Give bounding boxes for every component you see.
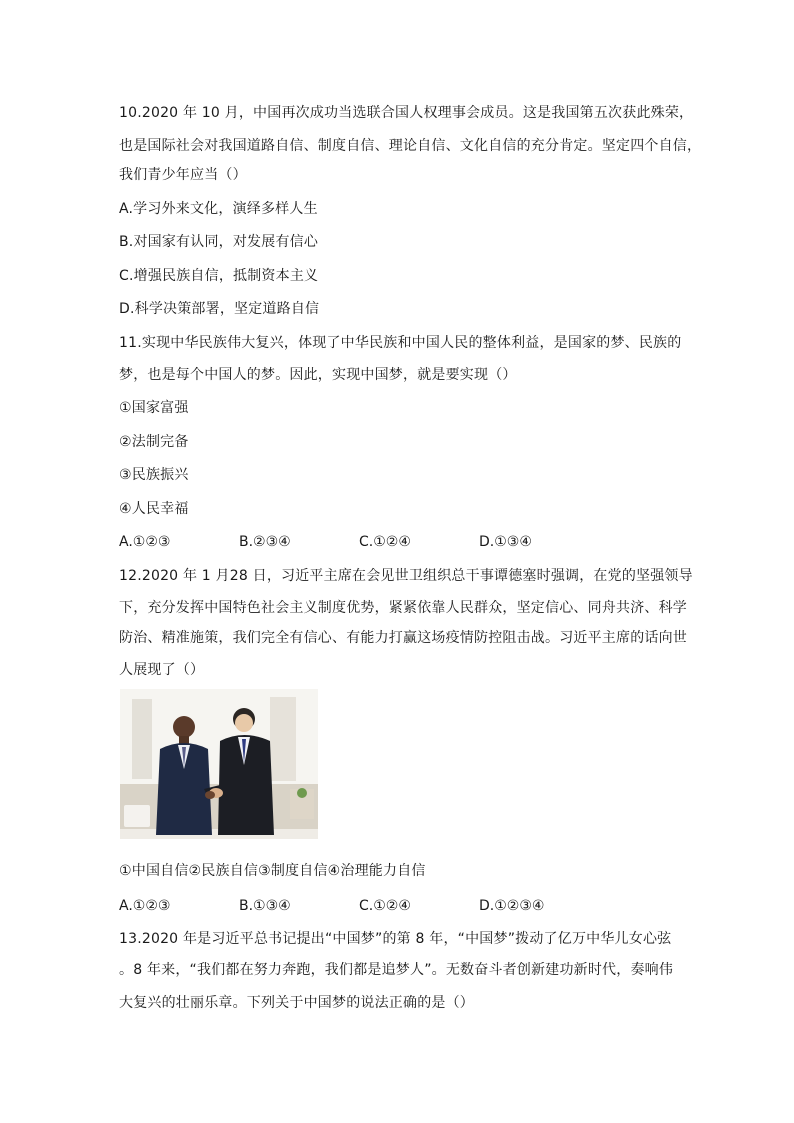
- q12-choice-d: D.①②③④: [479, 898, 545, 914]
- q12-choice-b: B.①③④: [239, 898, 291, 914]
- handshake-photo: [120, 689, 318, 839]
- q11-stem-line-2: 梦，也是每个中国人的梦。因此，实现中国梦，就是要实现（）: [119, 367, 517, 383]
- q11-stem-line-1: 11.实现中华民族伟大复兴，体现了中华民族和中国人民的整体利益，是国家的梦、民族的: [119, 335, 682, 351]
- q11-item-3: ③民族振兴: [119, 467, 189, 483]
- q13-stem-line-2: 。8 年来，“我们都在努力奔跑，我们都是追梦人”。无数奋斗者创新建功新时代，奏响伟: [119, 962, 674, 978]
- q11-item-2: ②法制完备: [119, 434, 189, 450]
- q10-option-a: A.学习外来文化，演绎多样人生: [119, 201, 318, 217]
- q12-stem-line-4: 人展现了（）: [119, 662, 205, 678]
- q10-option-c: C.增强民族自信，抵制资本主义: [119, 268, 319, 284]
- handshake-illustration: [120, 689, 318, 839]
- q12-choice-a: A.①②③: [119, 898, 171, 914]
- q10-stem-line-1: 10.2020 年 10 月，中国再次成功当选联合国人权理事会成员。这是我国第五次获此殊荣，: [119, 105, 694, 121]
- q11-choice-c: C.①②④: [359, 534, 411, 550]
- q12-choice-c: C.①②④: [359, 898, 411, 914]
- q13-stem-line-1: 13.2020 年是习近平总书记提出“中国梦”的第 8 年，“中国梦”拨动了亿万中华儿女心弦: [119, 931, 672, 947]
- q12-statement: ①中国自信②民族自信③制度自信④治理能力自信: [119, 863, 426, 879]
- q10-option-b: B.对国家有认同，对发展有信心: [119, 234, 319, 250]
- q10-stem-line-3: 我们青少年应当（）: [119, 167, 247, 183]
- q11-choice-d: D.①③④: [479, 534, 532, 550]
- q12-stem-line-1: 12.2020 年 1 月28 日，习近平主席在会见世卫组织总干事谭德塞时强调，在党的坚强领导: [119, 568, 693, 584]
- q10-stem-line-2: 也是国际社会对我国道路自信、制度自信、理论自信、文化自信的充分肯定。坚定四个自信，: [119, 138, 702, 154]
- q11-choice-a: A.①②③: [119, 534, 171, 550]
- q11-choice-b: B.②③④: [239, 534, 291, 550]
- q11-item-1: ①国家富强: [119, 400, 189, 416]
- q12-stem-line-3: 防治、精准施策，我们完全有信心、有能力打赢这场疫情防控阻击战。习近平主席的话向世: [119, 630, 687, 646]
- q12-stem-line-2: 下，充分发挥中国特色社会主义制度优势，紧紧依靠人民群众，坚定信心、同舟共济、科学: [119, 600, 687, 616]
- q10-option-d: D.科学决策部署，坚定道路自信: [119, 301, 320, 317]
- q13-stem-line-3: 大复兴的壮丽乐章。下列关于中国梦的说法正确的是（）: [119, 995, 474, 1011]
- q11-item-4: ④人民幸福: [119, 501, 189, 517]
